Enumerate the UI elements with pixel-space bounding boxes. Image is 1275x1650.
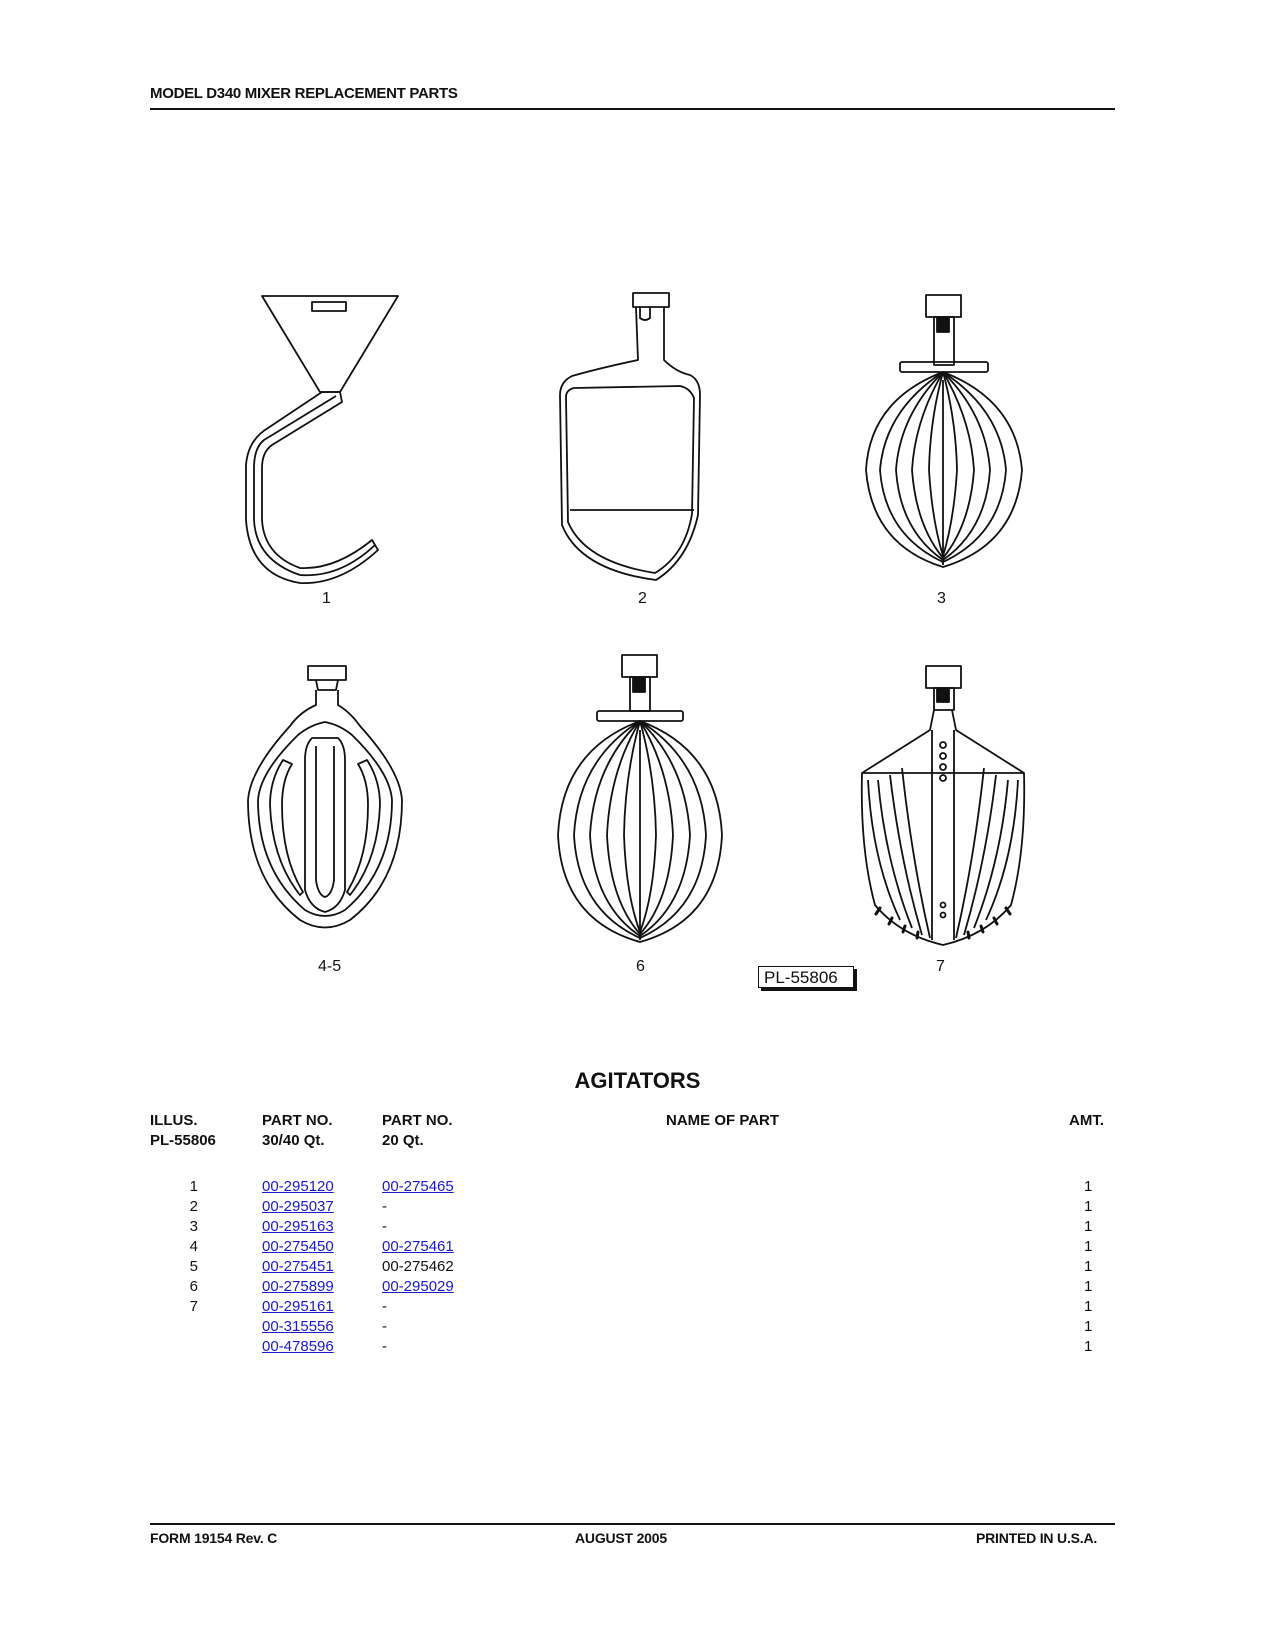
part-amount: 1 (1084, 1238, 1093, 1255)
part-link-20[interactable]: 00-275465 (382, 1178, 454, 1195)
header-part-20-size: 20 Qt. (382, 1132, 424, 1149)
table-row (0, 1257, 1275, 1277)
part-number-20: - (382, 1198, 387, 1215)
table-row (0, 1277, 1275, 1297)
part-link-30-40[interactable]: 00-295163 (262, 1218, 334, 1235)
part-number-20: - (382, 1218, 387, 1235)
table-row (0, 1317, 1275, 1337)
part-number-20: - (382, 1338, 387, 1355)
footer-printed: PRINTED IN U.S.A. (976, 1530, 1098, 1546)
part-link-30-40[interactable]: 00-295161 (262, 1298, 334, 1315)
page-header-title: MODEL D340 MIXER REPLACEMENT PARTS (150, 85, 458, 102)
row-illus: 6 (189, 1278, 198, 1295)
header-illus: ILLUS. (150, 1112, 198, 1129)
illustration-label-1: 1 (322, 590, 331, 607)
illustration-label-2: 2 (638, 590, 647, 607)
part-link-30-40[interactable]: 00-275450 (262, 1238, 334, 1255)
footer-date: AUGUST 2005 (575, 1530, 667, 1546)
row-illus: 5 (189, 1258, 198, 1275)
table-row (0, 1297, 1275, 1317)
part-number-20: 00-275462 (382, 1258, 454, 1275)
part-link-30-40[interactable]: 00-478596 (262, 1338, 334, 1355)
part-amount: 1 (1084, 1258, 1093, 1275)
part-amount: 1 (1084, 1338, 1093, 1355)
part-amount: 1 (1084, 1278, 1093, 1295)
illustration-label-4-5: 4-5 (318, 958, 342, 975)
part-link-30-40[interactable]: 00-295037 (262, 1198, 334, 1215)
part-amount: 1 (1084, 1218, 1093, 1235)
part-number-20: - (382, 1318, 387, 1335)
part-link-20[interactable]: 00-275461 (382, 1238, 454, 1255)
table-row (0, 1197, 1275, 1217)
table-row (0, 1337, 1275, 1357)
part-amount: 1 (1084, 1298, 1093, 1315)
header-amt: AMT. (1069, 1112, 1104, 1129)
section-title: AGITATORS (574, 1068, 701, 1093)
header-part-30-40: PART NO. (262, 1112, 333, 1129)
table-row (0, 1217, 1275, 1237)
footer-rule (150, 1523, 1115, 1525)
wire-whip-d-drawing (558, 655, 722, 942)
row-illus: 2 (189, 1198, 198, 1215)
row-illus: 7 (189, 1298, 198, 1315)
illustration-label-7: 7 (936, 958, 945, 975)
part-link-30-40[interactable]: 00-275899 (262, 1278, 334, 1295)
part-link-20[interactable]: 00-295029 (382, 1278, 454, 1295)
header-name-of-part: NAME OF PART (666, 1112, 780, 1129)
part-amount: 1 (1084, 1318, 1093, 1335)
row-illus: 3 (189, 1218, 198, 1235)
illustration-label-3: 3 (937, 590, 946, 607)
wing-whip-drawing (862, 666, 1024, 945)
part-link-30-40[interactable]: 00-295120 (262, 1178, 334, 1195)
part-amount: 1 (1084, 1198, 1093, 1215)
table-row (0, 1237, 1275, 1257)
part-link-30-40[interactable]: 00-315556 (262, 1318, 334, 1335)
footer-form-number: FORM 19154 Rev. C (150, 1530, 278, 1546)
row-illus: 4 (189, 1238, 198, 1255)
dough-arm-drawing (246, 296, 398, 583)
part-amount: 1 (1084, 1178, 1093, 1195)
illustration-label-6: 6 (636, 958, 645, 975)
pastry-knife-drawing (560, 293, 700, 580)
part-link-30-40[interactable]: 00-275451 (262, 1258, 334, 1275)
header-part-30-40-size: 30/40 Qt. (262, 1132, 325, 1149)
table-row (0, 1177, 1275, 1197)
wire-whip-i-drawing (866, 295, 1022, 567)
part-number-20: - (382, 1298, 387, 1315)
row-illus: 1 (189, 1178, 198, 1195)
flat-beater-drawing (248, 666, 402, 928)
header-illus-plate: PL-55806 (150, 1132, 216, 1149)
header-part-20: PART NO. (382, 1112, 453, 1129)
plate-id-box: PL-55806 (758, 966, 854, 988)
